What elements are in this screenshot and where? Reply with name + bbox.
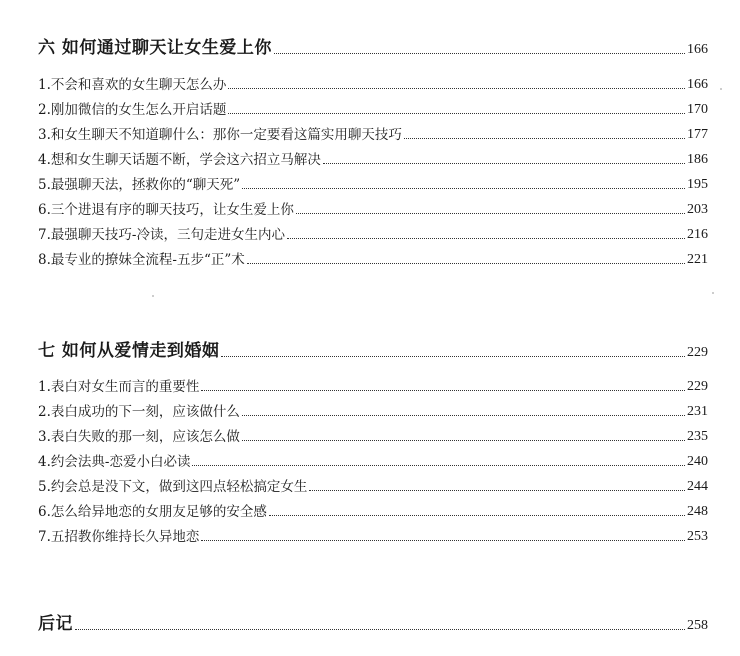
leader-dots [242, 439, 685, 441]
page-number: 253 [687, 529, 708, 544]
leader-dots [228, 87, 685, 89]
leader-dots [287, 237, 685, 239]
toc-item[interactable] [38, 448, 708, 470]
leader-dots [247, 262, 685, 264]
section-heading[interactable] [38, 337, 708, 361]
toc-item[interactable] [38, 196, 708, 218]
toc-item-label: 6.三个进退有序的聊天技巧，让女生爱上你 [38, 202, 294, 218]
toc-item[interactable] [38, 498, 708, 520]
toc-item-label: 2.刚加微信的女生怎么开启话题 [38, 102, 227, 118]
toc-item[interactable] [38, 246, 708, 268]
toc-item[interactable] [38, 423, 708, 445]
toc-item[interactable] [38, 96, 708, 118]
leader-dots [228, 112, 685, 114]
page-number: 186 [687, 152, 708, 167]
leader-dots [309, 489, 685, 491]
page-number: 221 [687, 252, 708, 267]
page-number: 244 [687, 479, 708, 494]
toc-item[interactable] [38, 523, 708, 545]
toc-item-label: 5.约会总是没下文，做到这四点轻松搞定女生 [38, 479, 308, 495]
toc-item-label: 5.最强聊天法，拯救你的“聊天死” [38, 177, 241, 193]
toc-item-label: 1.不会和喜欢的女生聊天怎么办 [38, 77, 227, 93]
leader-dots [201, 389, 685, 391]
afterword-heading[interactable] [38, 610, 708, 634]
page-number: 203 [687, 202, 708, 217]
afterword-title: 后记 [38, 614, 73, 634]
toc-item[interactable] [38, 146, 708, 168]
page-number: 235 [687, 429, 708, 444]
toc-item[interactable] [38, 171, 708, 193]
section-heading[interactable] [38, 34, 708, 58]
leader-dots [242, 414, 685, 416]
page-number: 258 [687, 618, 708, 633]
toc-item-label: 2.表白成功的下一刻，应该做什么 [38, 404, 240, 420]
page-number: 240 [687, 454, 708, 469]
toc-item-label: 6.怎么给异地恋的女朋友足够的安全感 [38, 504, 267, 520]
leader-dots [274, 52, 685, 54]
toc-item-label: 7.最强聊天技巧-冷读，三句走进女生内心 [38, 227, 285, 243]
scan-speck [152, 295, 154, 297]
leader-dots [221, 355, 685, 357]
page-number: 170 [687, 102, 708, 117]
leader-dots [269, 514, 685, 516]
leader-dots [323, 162, 685, 164]
page-number: 229 [687, 379, 708, 394]
toc-item[interactable] [38, 373, 708, 395]
section-title: 七 如何从爱情走到婚姻 [38, 341, 220, 361]
page-number: 166 [687, 42, 708, 57]
leader-dots [404, 137, 685, 139]
toc-item-label: 4.约会法典-恋爱小白必读 [38, 454, 191, 470]
scan-speck [712, 292, 714, 294]
toc-item-label: 1.表白对女生而言的重要性 [38, 379, 200, 395]
leader-dots [192, 464, 685, 466]
toc-item-label: 3.表白失败的那一刻，应该怎么做 [38, 429, 240, 445]
page-number: 229 [687, 345, 708, 360]
toc-item-label: 7.五招教你维持长久异地恋 [38, 529, 200, 545]
toc-item[interactable] [38, 473, 708, 495]
leader-dots [296, 212, 685, 214]
toc-item-label: 8.最专业的撩妹全流程-五步“正”术 [38, 252, 245, 268]
page-number: 166 [687, 77, 708, 92]
page-number: 231 [687, 404, 708, 419]
page-number: 216 [687, 227, 708, 242]
page-number: 177 [687, 127, 708, 142]
page-number: 248 [687, 504, 708, 519]
section-title: 六 如何通过聊天让女生爱上你 [38, 38, 272, 58]
leader-dots [242, 187, 685, 189]
toc-item[interactable] [38, 71, 708, 93]
toc-item[interactable] [38, 121, 708, 143]
toc-item-label: 4.想和女生聊天话题不断，学会这六招立马解决 [38, 152, 321, 168]
toc-item[interactable] [38, 221, 708, 243]
leader-dots [201, 539, 685, 541]
page-number: 195 [687, 177, 708, 192]
toc-item-label: 3.和女生聊天不知道聊什么：那你一定要看这篇实用聊天技巧 [38, 127, 402, 143]
scan-speck [720, 88, 722, 90]
leader-dots [75, 628, 685, 630]
toc-item[interactable] [38, 398, 708, 420]
